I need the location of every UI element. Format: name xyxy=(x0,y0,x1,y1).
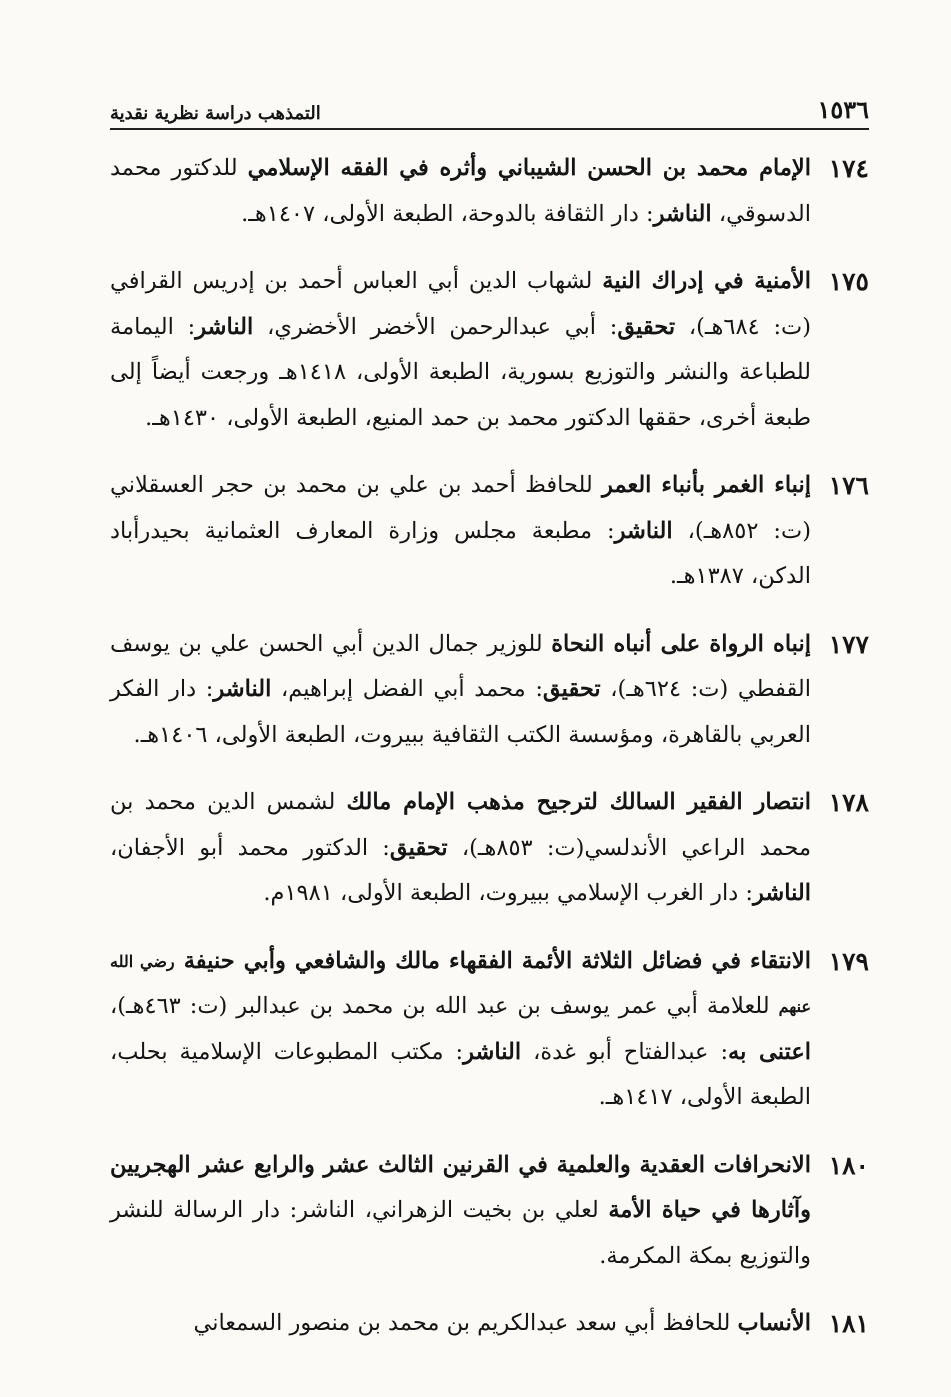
entry-detail: للوزير جمال الدين أبي الحسن علي بن يوسف القفطي (ت: ٦٢٤هـ)، xyxy=(110,630,811,702)
entry-title: إنباه الرواة على أنباه النحاة xyxy=(551,630,811,657)
entry-detail: لعلي بن بخيت الزهراني، الناشر: دار الرسالة للنشر والتوزيع بمكة المكرمة. xyxy=(110,1197,811,1269)
bibliography-entry xyxy=(110,259,869,441)
bibliography-entry xyxy=(110,939,869,1121)
entry-title: الإمام محمد بن الحسن الشيباني وأثره في الفقه الإسلامي xyxy=(247,155,811,181)
entry-title: الانتقاء في فضائل الثلاثة الأئمة الفقهاء مالك والشافعي وأبي حنيفة xyxy=(174,947,811,974)
entry-detail: : عبدالفتاح أبو غدة، xyxy=(521,1038,729,1065)
entry-detail: للدكتور محمد الدسوقي، xyxy=(110,155,811,227)
entry-text xyxy=(110,259,811,441)
entry-title: إنباء الغمر بأنباء العمر xyxy=(602,472,811,498)
entry-number: ١٧٥ xyxy=(828,267,869,296)
entry-detail: : مكتب المطبوعات الإسلامية بحلب، الطبعة الأولى، ١٤١٧هـ. xyxy=(110,1038,811,1110)
entry-detail: لشهاب الدين أبي العباس أحمد بن إدريس القرافي (ت: ٦٨٤هـ)، xyxy=(110,268,811,340)
entry-number: ١٨٠ xyxy=(828,1150,869,1180)
entry-number: ١٧٨ xyxy=(828,788,869,817)
entry-number: ١٧٩ xyxy=(828,946,869,976)
entry-detail: : الدكتور محمد أبو الأجفان، xyxy=(110,834,390,861)
entry-title: الأمنية في إدراك النية xyxy=(602,268,811,294)
bibliography-list xyxy=(110,146,869,1369)
entry-detail: : اليمامة للطباعة والنشر والتوزيع بسورية، الطبعة الأولى، ١٤١٨هـ ورجعت أيضاً إلى طبعة أخرى، حققها الدكتور محمد بن حمد المنيع، الطبعة الأولى، ١٤٣٠هـ. xyxy=(110,313,811,431)
entry-detail: للحافظ أحمد بن علي بن محمد بن حجر العسقلاني (ت: ٨٥٢هـ)، xyxy=(110,472,811,544)
entry-title: الأنساب xyxy=(737,1310,811,1336)
entry-text xyxy=(110,1143,811,1280)
entry-text xyxy=(110,1301,811,1347)
entry-text xyxy=(110,622,811,759)
entry-label: الناشر xyxy=(213,676,272,702)
entry-detail: : دار الثقافة بالدوحة، الطبعة الأولى، ١٤٠٧هـ. xyxy=(241,200,654,227)
entry-text xyxy=(110,780,811,917)
entry-title: الانحرافات العقدية والعلمية في القرنين الثالث عشر والرابع عشر الهجريين وآثارها في حياة الأمة xyxy=(110,1151,811,1223)
running-title: التمذهب دراسة نظرية نقدية xyxy=(110,103,321,124)
entry-label: الناشر xyxy=(752,880,811,906)
bibliography-entry xyxy=(110,780,869,917)
entry-detail: للحافظ أبي سعد عبدالكريم بن محمد بن منصور السمعاني xyxy=(193,1310,738,1336)
entry-detail: : دار الفكر العربي بالقاهرة، ومؤسسة الكتب الثقافية ببيروت، الطبعة الأولى، ١٤٠٦هـ. xyxy=(110,676,811,748)
bibliography-entry xyxy=(110,1143,869,1280)
page-header xyxy=(110,96,869,130)
honorific-mark: رضي الله عنهم xyxy=(110,951,811,1016)
entry-text xyxy=(110,146,811,237)
entry-label: تحقيق xyxy=(389,834,448,861)
entry-label: الناشر xyxy=(463,1038,522,1065)
entry-detail: : دار الغرب الإسلامي ببيروت، الطبعة الأولى، ١٩٨١م. xyxy=(263,880,753,906)
entry-text xyxy=(110,463,811,600)
entry-number: ١٧٤ xyxy=(828,154,869,183)
entry-detail: لشمس الدين محمد بن محمد الراعي الأندلسي(ت: ٨٥٣هـ)، xyxy=(110,789,811,861)
bibliography-entry xyxy=(110,1301,869,1347)
entry-label: الناشر xyxy=(195,313,254,340)
entry-label: الناشر xyxy=(614,517,673,544)
entry-title: انتصار الفقير السالك لترجيح مذهب الإمام مالك xyxy=(346,789,811,815)
entry-label: تحقيق xyxy=(542,676,601,702)
entry-detail: : محمد أبي الفضل إبراهيم، xyxy=(271,676,543,702)
entry-detail: : أبي عبدالرحمن الأخضر الأخضري، xyxy=(253,313,618,340)
entry-number: ١٨١ xyxy=(828,1309,869,1338)
entry-text xyxy=(110,939,811,1121)
page-number: ١٥٣٦ xyxy=(817,95,869,124)
entry-number: ١٧٧ xyxy=(828,629,869,659)
entry-detail: للعلامة أبي عمر يوسف بن عبد الله بن محمد بن عبدالبر (ت: ٤٦٣هـ)، xyxy=(110,993,779,1019)
bibliography-entry xyxy=(110,146,869,237)
entry-label: تحقيق xyxy=(617,313,676,340)
entry-number: ١٧٦ xyxy=(828,471,869,500)
entry-label: الناشر xyxy=(653,200,712,227)
entry-detail: : مطبعة مجلس وزارة المعارف العثمانية بحيدرأباد الدكن، ١٣٨٧هـ. xyxy=(110,517,811,589)
bibliography-entry xyxy=(110,622,869,759)
entry-label: اعتنى به xyxy=(728,1038,812,1065)
bibliography-entry xyxy=(110,463,869,600)
